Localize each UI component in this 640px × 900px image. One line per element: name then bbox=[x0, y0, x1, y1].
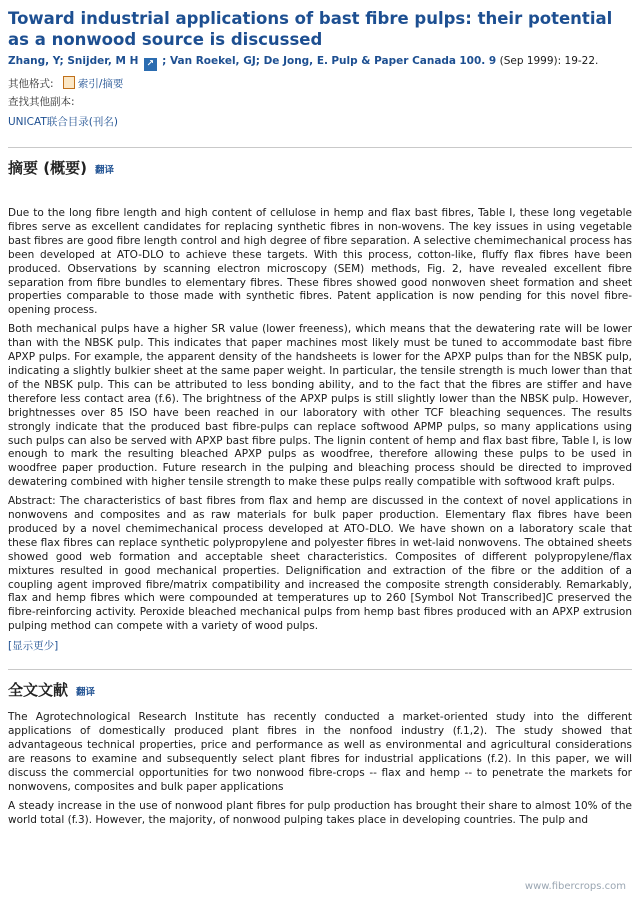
fulltext-paragraph: A steady increase in the use of nonwood plant fibres for pulp production has brought their share to almost 10% of the world total (f.3). However, the majority, of nonwood pulping takes place in developing countries. The pulp and bbox=[8, 799, 632, 826]
abstract-paragraph: Abstract: The characteristics of bast fibres from flax and hemp are discussed in the context of novel applications in nonwovens and composites and as raw materials for bulk paper production. Elementary flax fibres have been produced by a novel chemimechanical process developed at ATO-DLO. We have shown on a laboratory scale that these flax fibres can replace synthetic polypropylene and polyester fibres in wet-laid nonwovens. The obtained sheets showed good web formation and acceptable sheet characteristics. Composites of different polypropylene/flax mixtures resulted in good mechanical properties. Delignification and extraction of the fibre or the addition of a coupling agent improved fibre/matrix compatibility and increased the composite strength considerably. Remarkably, flax and hemp fibres which were compounded at temperatures up to 260 [Symbol Not Transcribed]C preserved the fibre-reinforcing activity. Peroxide bleached mechanical pulps from hemp bast fibres produced with an APXP extrusion pulping method can compete with a variety of wood pulps. bbox=[8, 495, 632, 633]
unicat-link[interactable]: UNICAT联合目录(刊名) bbox=[8, 116, 118, 128]
volume-link[interactable]: 100. 9 bbox=[459, 55, 497, 67]
abstract-heading-text: 摘要 (概要) bbox=[8, 159, 87, 177]
author-links-secondary[interactable]: ; Van Roekel, GJ; De Jong, E. bbox=[162, 55, 328, 67]
other-copies-label: 查找其他副本: bbox=[8, 96, 75, 108]
other-formats-row bbox=[8, 75, 632, 93]
date-pages: (Sep 1999): 19-22. bbox=[499, 55, 599, 67]
abstract-translate-link[interactable]: 翻译 bbox=[94, 165, 114, 176]
divider bbox=[8, 147, 632, 148]
site-watermark: www.fibercrops.com bbox=[524, 881, 626, 892]
citation-line bbox=[8, 54, 632, 71]
article-title: Toward industrial applications of bast fibre pulps: their potential as a nonwood source is discussed bbox=[8, 9, 613, 49]
abstract-heading bbox=[8, 158, 632, 181]
other-formats-label: 其他格式: bbox=[8, 78, 54, 90]
fulltext-translate-link[interactable]: 翻译 bbox=[76, 687, 96, 699]
document-icon bbox=[63, 76, 75, 89]
author-profile-icon[interactable]: ↗ bbox=[144, 58, 157, 71]
fulltext-heading bbox=[8, 680, 632, 703]
abstract-paragraph: Both mechanical pulps have a higher SR value (lower freeness), which means that the dewatering rate will be lower than with the NBSK pulp. This indicates that paper machines most likely must be tuned to accommodate bast fibre APXP pulps. For example, the apparent density of the handsheets is lower for the APXP pulps than for the NBSK pulp, indicating a slightly bulkier sheet at the same paper weight. In particular, the tensile strength is much lower than that of the NBSK pulp. This can be attributed to less bonding ability, and to the fact that the fibres are stiffer and have therefore less contact area (f.6). The brightness of the APXP pulps is still slightly lower than the NBSK pulp. However, brightnesses over 85 ISO have been reached in our laboratory with other TCF bleaching sequences. The results strongly indicate that the produced bast fibre-pulps can replace softwood APMP pulps, so many applications using such pulps can also be served with APXP bast fibre pulps. The lignin content of hemp and flax bast fibre, Table I, is low enough to mark the resulting bleached APXP pulps as woodfree, therefore allowing these pulps to be used in woodfree paper production. Future research in the pulping and bleaching process should be directed to improved dewatering combined with higher tensile strength to make these pulps really compatible with softwood kraft pulps. bbox=[8, 323, 632, 489]
journal-link[interactable]: Pulp & Paper Canada bbox=[331, 55, 457, 67]
fulltext-heading-text: 全文文献 bbox=[8, 681, 69, 700]
fulltext-paragraph: The Agrotechnological Research Institute has recently conducted a market-oriented study into the different applications of domestically produced plant fibres in the nonfood industry (f.1,2). The study showed that advantageous technical properties, price and performance as well as environmental and agricultural considerations are reasons to examine and subsequently select plant fibres for industrial applications (f.2). In this paper, we will discuss the commercial opportunities for two nonwood fibre-crops -- flax and hemp -- to penetrate the markets for nonwovens, composites and bulk paper applications bbox=[8, 711, 632, 793]
index-abstract-link[interactable]: 索引/摘要 bbox=[77, 78, 124, 90]
abstract-paragraph: Due to the long fibre length and high content of cellulose in hemp and flax bast fibres, Table I, these long vegetable fibres serve as excellent candidates for replacing synthetic fibres in non-wovens. The key issues in using vegetable bast fibres are good fibre length control and high degree of fibre separation. A selective chemimechanical process has been developed at ATO-DLO to achieve these targets. With this process, cotton-like, fluffy flax fibres have been produced. Observations by scanning electron microscopy (SEM) methods, Fig. 2, have revealed excellent fibre separation from fibre bundles to elementary fibres. These fibres showed good nonwoven sheet formation and sheet properties comparable to those made with synthetic fibres. Patent application is now pending for this novel fibre-opening process. bbox=[8, 207, 632, 317]
other-copies-row bbox=[8, 93, 632, 111]
show-less-link[interactable]: [显示更少] bbox=[8, 640, 59, 653]
divider bbox=[8, 669, 632, 670]
author-link-primary[interactable]: Zhang, Y; Snijder, M H bbox=[8, 55, 139, 67]
